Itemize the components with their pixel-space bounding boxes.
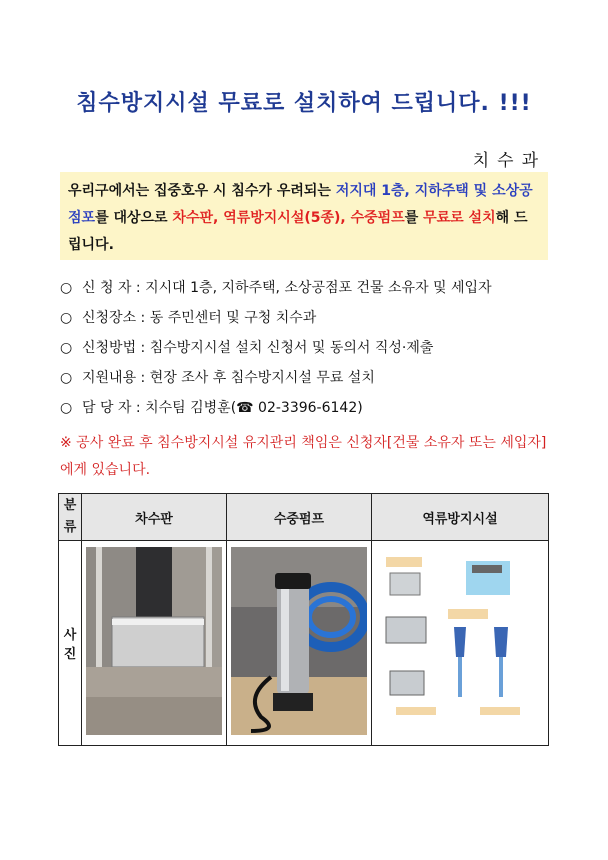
notice-text-2: 를 대상으로 (95, 210, 173, 226)
item-value: 치수팀 김병훈(☎ 02-3396-6142) (145, 400, 363, 416)
list-item: ○ 지원내용 : 현장 조사 후 침수방지시설 무료 설치 (60, 367, 560, 397)
warning-note: ※ 공사 완료 후 침수방지시설 유지관리 책임은 신청자[건물 소유자 또는 세입자]에게 있습니다. (60, 435, 547, 478)
item-value: 침수방지시설 설치 신청서 및 동의서 직성·제출 (149, 340, 434, 356)
item-label: 신청방법 (82, 340, 137, 356)
notice-text-1: 우리구에서는 집중호우 시 침수가 우려되는 (68, 183, 336, 199)
circle-bullet-icon: ○ (60, 310, 73, 326)
notice-text-3: 를 (404, 210, 424, 226)
header-water-barrier: 차수판 (82, 494, 227, 541)
item-label: 신 청 자 (82, 280, 132, 296)
circle-bullet-icon: ○ (60, 370, 73, 386)
facility-table (58, 493, 549, 746)
water-barrier-photo (82, 541, 227, 746)
circle-bullet-icon: ○ (60, 400, 73, 416)
water-barrier-image (86, 547, 222, 735)
item-label: 지원내용 (82, 370, 137, 386)
notice-box (60, 172, 548, 260)
list-item: ○ 신 청 자 : 지시대 1층, 지하주택, 소상공점포 건물 소유자 및 세입자 (60, 277, 560, 307)
header-submersible-pump: 수중펌프 (227, 494, 372, 541)
item-value: 현장 조사 후 침수방지시설 무료 설치 (149, 370, 375, 386)
item-label: 담 당 자 (82, 400, 132, 416)
page-title: 침수방지시설 무료로 설치하여 드립니다. !!! (76, 91, 532, 116)
department-label: 치수과 (472, 151, 546, 171)
list-item: ○ 담 당 자 : 치수팀 김병훈(☎ 02-3396-6142) (60, 397, 560, 427)
pump-image (231, 547, 367, 735)
submersible-pump-photo (227, 541, 372, 746)
table-row (59, 541, 549, 746)
item-value: 지시대 1층, 지하주택, 소상공점포 건물 소유자 및 세입자 (145, 280, 492, 296)
row-label: 사진 (59, 541, 82, 746)
table-header-row (59, 494, 549, 541)
info-list (60, 277, 560, 427)
header-category: 분류 (59, 494, 82, 541)
notice-target: 저지대 1층, 지하주택 및 소상공점포 (68, 183, 533, 226)
notice-facilities: 차수판, 역류방지시설(5종), 수중펌프 (172, 210, 405, 226)
header-backflow-prevention: 역류방지시설 (372, 494, 549, 541)
list-item: ○ 신청장소 : 동 주민센터 및 구청 치수과 (60, 307, 560, 337)
backflow-prevention-photo (372, 541, 549, 746)
circle-bullet-icon: ○ (60, 340, 73, 356)
list-item: ○ 신청방법 : 침수방지시설 설치 신청서 및 동의서 직성·제출 (60, 337, 560, 367)
notice-free: 무료로 설치 (423, 210, 496, 226)
circle-bullet-icon: ○ (60, 280, 73, 296)
backflow-device-image (376, 547, 544, 735)
item-value: 동 주민센터 및 구청 치수과 (149, 310, 317, 326)
notice-text-4: 해 드립니다. (68, 210, 528, 253)
item-label: 신청장소 (82, 310, 137, 326)
